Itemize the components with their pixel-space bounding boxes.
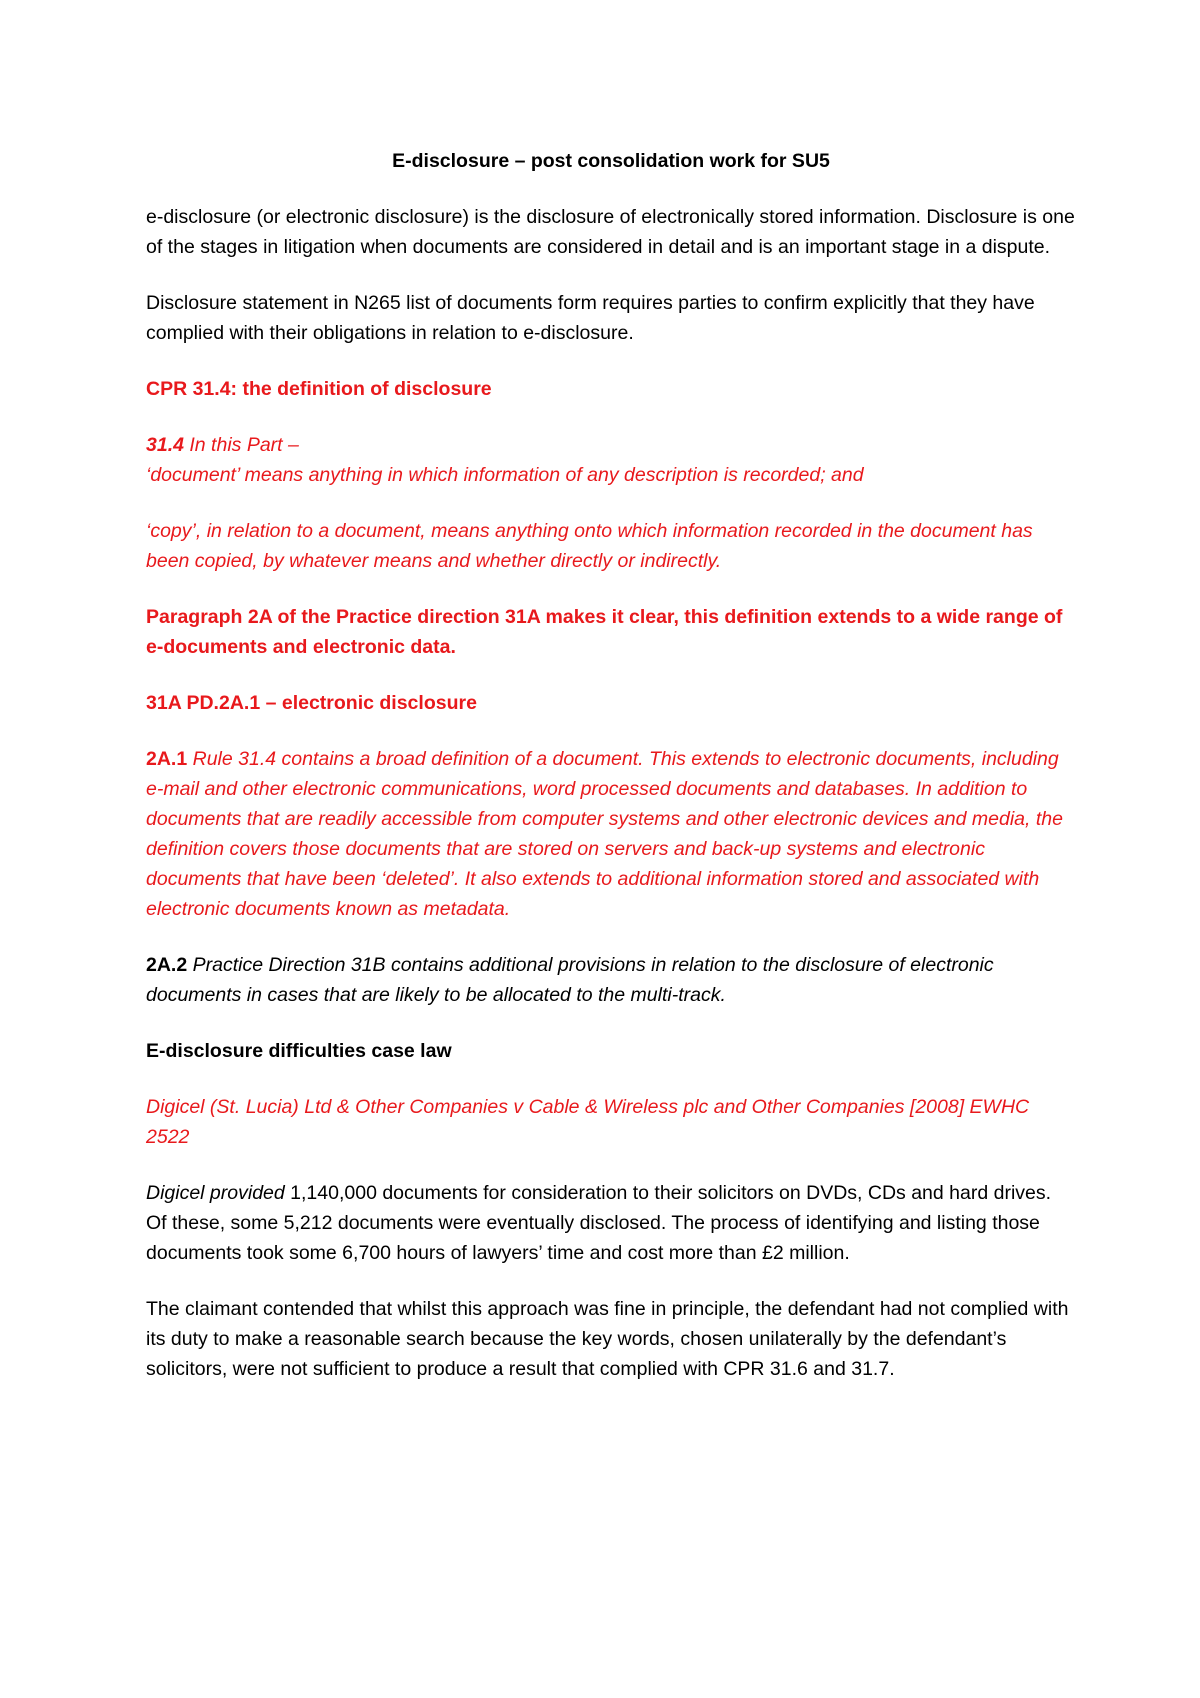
rule-31-4-copy-definition: ‘copy’, in relation to a document, means anything onto which information recorded in the document has been copied, by whatever means and whether directly or indirectly.	[146, 520, 1033, 572]
pd-2a2-paragraph	[146, 950, 1076, 1010]
rule-31-4-lead: In this Part –	[183, 434, 299, 456]
pd-2a1-paragraph	[146, 744, 1076, 924]
rule-31-4-document-definition: ‘document’ means anything in which information of any description is recorded; and	[146, 464, 864, 486]
digicel-text: 1,140,000 documents for consideration to their solicitors on DVDs, CDs and hard drives. Of these, some 5,212 documents were eventually disclosed. The process of identifying and listing those documents took some 6,700 hours of lawyers’ time and cost more than £2 million.	[146, 1182, 1052, 1264]
case-citation: Digicel (St. Lucia) Ltd & Other Companies v Cable & Wireless plc and Other Companies [2008] EWHC 2522	[146, 1096, 1030, 1148]
document-page	[146, 146, 1076, 1384]
paragraph-2a: Paragraph 2A of the Practice direction 31A makes it clear, this definition extends to a wide range of e-documents and electronic data.	[146, 606, 1063, 658]
disclosure-statement-paragraph: Disclosure statement in N265 list of documents form requires parties to confirm explicitly that they have complied with their obligations in relation to e-disclosure.	[146, 292, 1035, 344]
pd-heading: 31A PD.2A.1 – electronic disclosure	[146, 692, 477, 714]
document-title: E-disclosure – post consolidation work for SU5	[392, 150, 830, 172]
cpr-heading: CPR 31.4: the definition of disclosure	[146, 378, 492, 400]
digicel-paragraph	[146, 1178, 1076, 1268]
pd-2a2-text: Practice Direction 31B contains additional provisions in relation to the disclosure of electronic documents in cases that are likely to be allocated to the multi-track.	[146, 954, 994, 1006]
intro-paragraph: e-disclosure (or electronic disclosure) is the disclosure of electronically stored information. Disclosure is one of the stages in litigation when documents are considered in detail and is an important stage in a dispute.	[146, 206, 1075, 258]
rule-31-4-intro	[146, 430, 1076, 460]
case-law-heading: E-disclosure difficulties case law	[146, 1040, 452, 1062]
pd-2a1-text: Rule 31.4 contains a broad definition of a document. This extends to electronic documents, including e-mail and other electronic communications, word processed documents and databases. In addition to documents that are readily accessible from computer systems and other electronic devices and media, the definition covers those documents that are stored on servers and back-up systems and electronic documents that have been ‘deleted’. It also extends to additional information stored and associated with electronic documents known as metadata.	[146, 748, 1063, 920]
pd-2a1-number: 2A.1	[146, 748, 188, 770]
rule-31-4-number: 31.4	[146, 434, 184, 456]
claimant-paragraph: The claimant contended that whilst this approach was fine in principle, the defendant had not complied with its duty to make a reasonable search because the key words, chosen unilaterally by the defendant’s solicitors, were not sufficient to produce a result that complied with CPR 31.6 and 31.7.	[146, 1298, 1069, 1380]
digicel-lead: Digicel provided	[146, 1182, 285, 1204]
pd-2a2-number: 2A.2	[146, 954, 188, 976]
